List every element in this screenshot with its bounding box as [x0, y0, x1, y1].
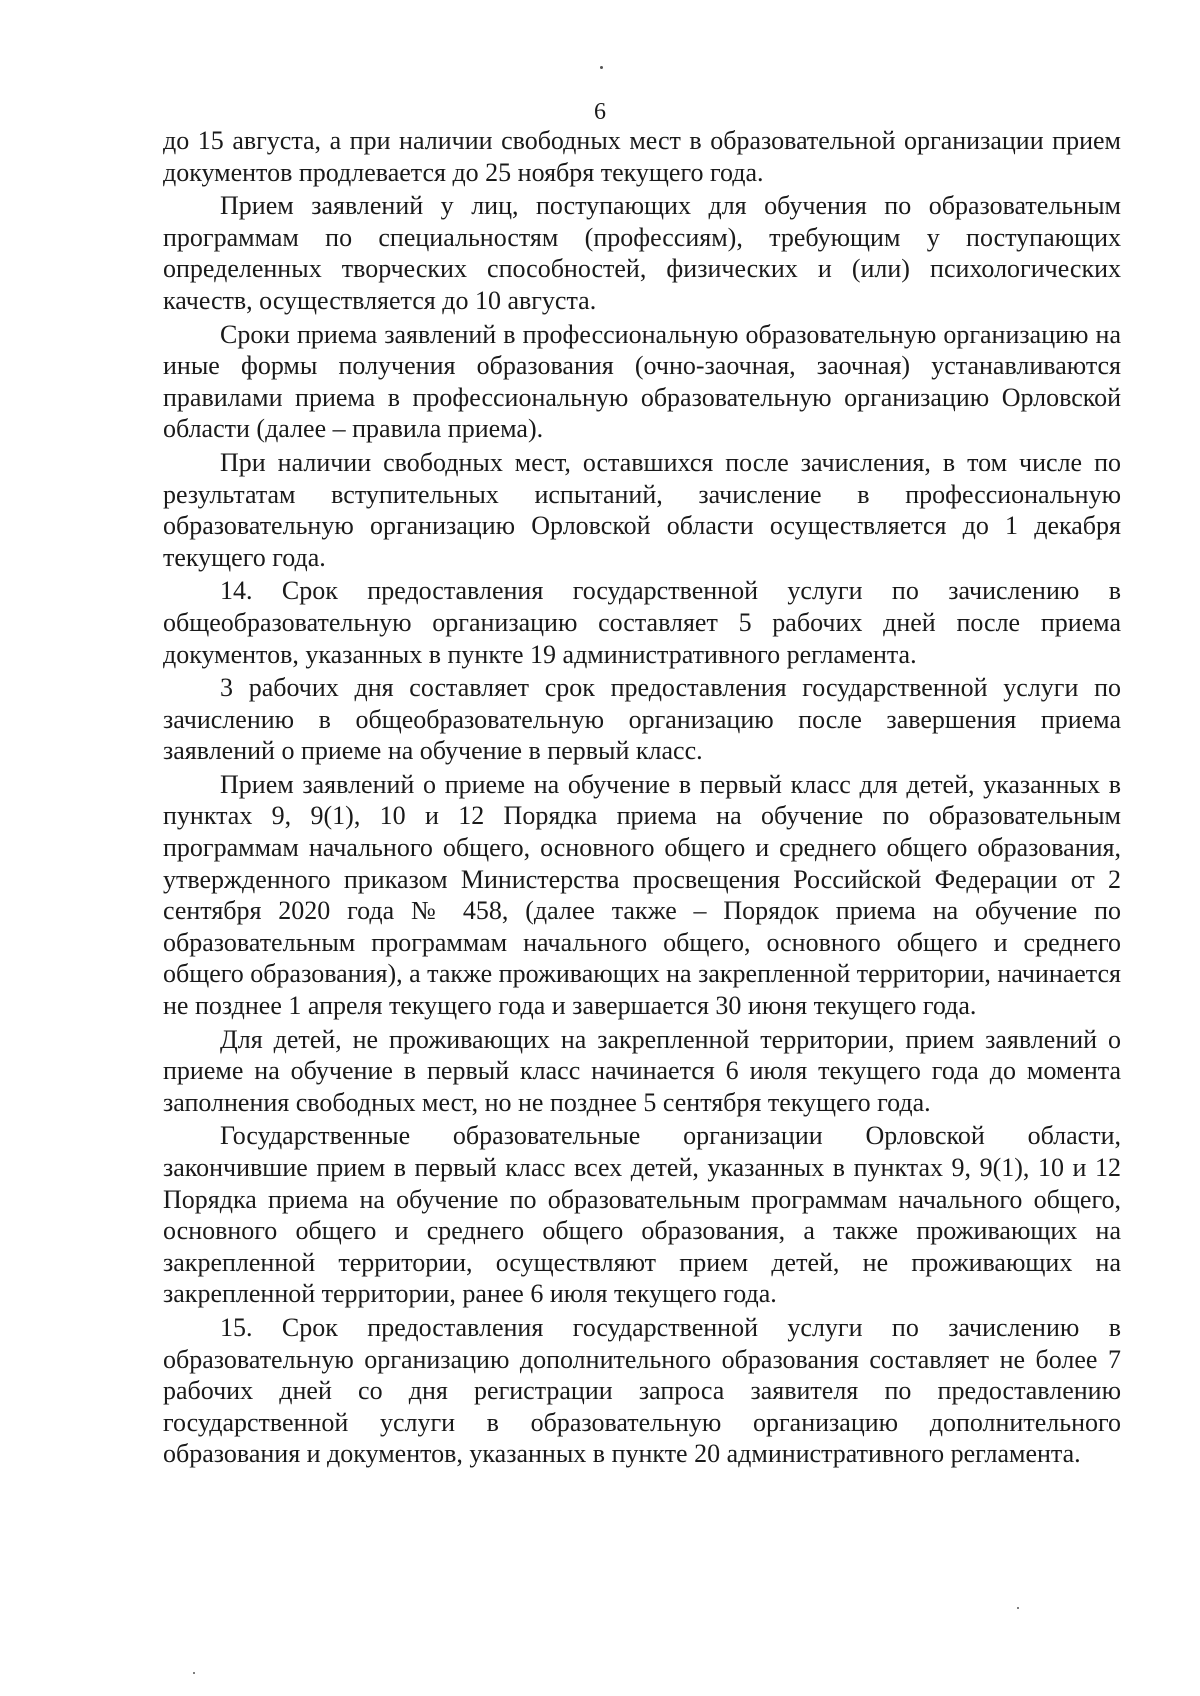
- paragraph-non-resident-children: Для детей, не проживающих на закрепленной территории, прием заявлений о приеме на обучение в первый класс начинается 6 июля текущего года до момента заполнения свободных мест, но не позднее 5 сентября текущего года.: [163, 1024, 1121, 1117]
- paragraph-three-days: 3 рабочих дня составляет срок предоставления государственной услуги по зачислению в общеобразовательную организацию после завершения приема заявлений о приеме на обучение в первый класс.: [163, 673, 1121, 766]
- paragraph-first-class-admission: Прием заявлений о приеме на обучение в первый класс для детей, указанных в пунктах 9, 9(1), 10 и 12 Порядка приема на обучение по образовательным программам начального общего, основного общего и среднего общего образования, утвержденного приказом Министерства просвещения Российской Федерации от 2 сентября 2020 года № 458, (далее также – Порядок приема на обучение по образовательным программам начального общего, основного общего и среднего общего образования), а также проживающих на закрепленной территории, начинается не позднее 1 апреля текущего года и завершается 30 июня текущего года.: [163, 769, 1121, 1021]
- paragraph-item-14: 14. Срок предоставления государственной услуги по зачислению в общеобразовательную организацию составляет 5 рабочих дней после приема документов, указанных в пункте 19 административного регламента.: [163, 576, 1121, 669]
- document-body: [163, 125, 1121, 1472]
- paragraph-state-organizations: Государственные образовательные организации Орловской области, закончившие прием в первый класс всех детей, указанных в пунктах 9, 9(1), 10 и 12 Порядка приема на обучение по образовательным программам начального общего, основного общего и среднего общего образования, а также проживающих на закрепленной территории, осуществляют прием детей, не проживающих на закрепленной территории, ранее 6 июля текущего года.: [163, 1121, 1121, 1309]
- paragraph-creative-abilities: Прием заявлений у лиц, поступающих для обучения по образовательным программам по специальностям (профессиям), требующим у поступающих определенных творческих способностей, физических и (или) психологических качеств, осуществляется до 10 августа.: [163, 191, 1121, 315]
- paragraph-item-15: 15. Срок предоставления государственной услуги по зачислению в образовательную организацию дополнительного образования составляет не более 7 рабочих дней со дня регистрации запроса заявителя по предоставлению государственной услуги в образовательную организацию дополнительного образования и документов, указанных в пункте 20 административного регламента.: [163, 1312, 1121, 1469]
- paragraph-free-places: При наличии свободных мест, оставшихся после зачисления, в том числе по результатам вступительных испытаний, зачисление в профессиональную образовательную организацию Орловской области осуществляется до 1 декабря текущего года.: [163, 447, 1121, 572]
- page-number: 6: [594, 99, 606, 125]
- paragraph-other-forms: Сроки приема заявлений в профессиональную образовательную организацию на иные формы получения образования (очно-заочная, заочная) устанавливаются правилами приема в профессиональную образовательную организацию Орловской области (далее – правила приема).: [163, 319, 1121, 444]
- scan-speck: [1017, 1607, 1019, 1609]
- paragraph-continuation: до 15 августа, а при наличии свободных мест в образовательной организации прием документов продлевается до 25 ноября текущего года.: [163, 126, 1121, 187]
- scan-speck: [193, 1672, 195, 1674]
- scan-speck: [600, 66, 603, 69]
